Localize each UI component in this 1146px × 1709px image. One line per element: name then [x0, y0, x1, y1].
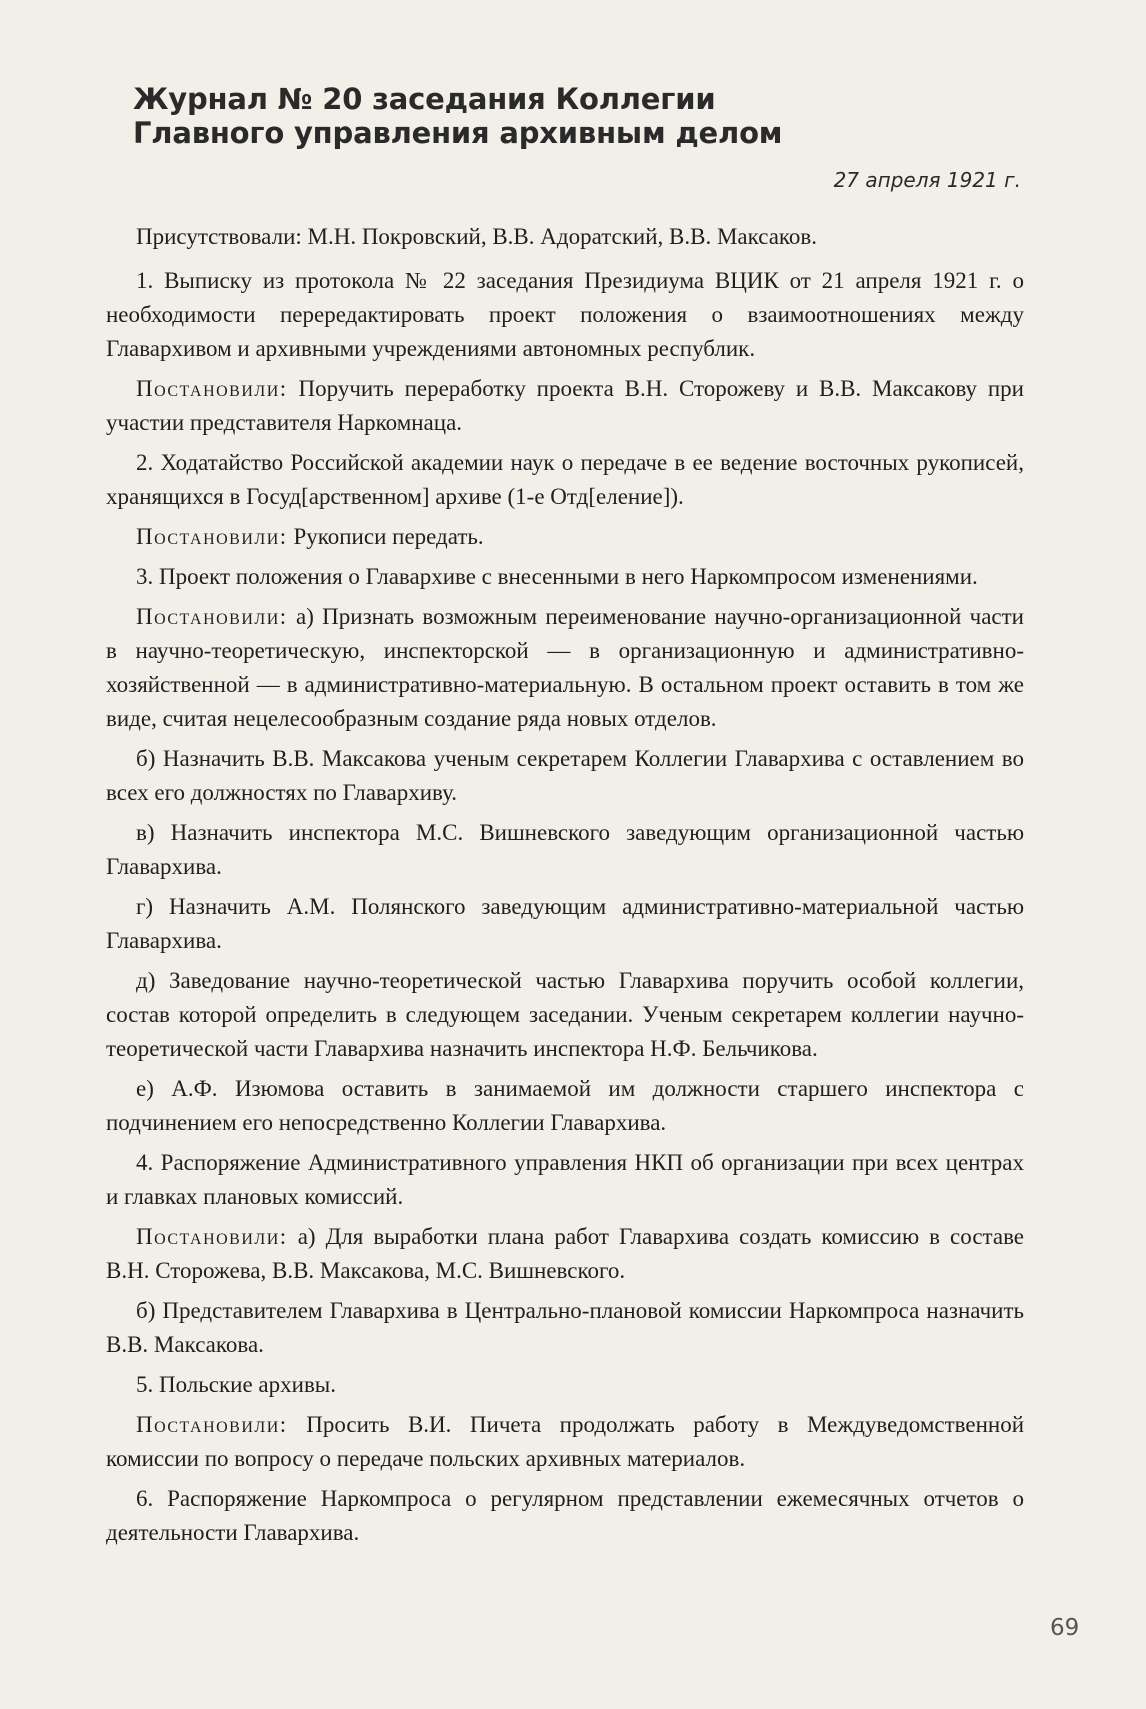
document-body [106, 220, 1024, 1556]
resolution-text: Рукописи передать. [293, 524, 484, 549]
resolved-label: Постановили: [136, 1412, 288, 1437]
document-title [133, 82, 893, 150]
resolution-text: а) Для выработки плана работ Главархива создать комиссию в составе В.Н. Сторожева, В.В. Максакова, М.С. Вишневского. [106, 1224, 1025, 1283]
resolution-1 [106, 372, 1024, 440]
item-3: 3. Проект положения о Главархиве с внесенными в него Наркомпросом изменениями. [136, 564, 978, 589]
resolution-3a [106, 600, 1024, 736]
resolution-text: Поручить переработку проекта В.Н. Сторожеву и В.В. Максакову при участии представителя Наркомнаца. [106, 376, 1024, 435]
resolution-4a [106, 1220, 1024, 1288]
item-2: 2. Ходатайство Российской академии наук о передаче в ее ведение восточных рукописей, хранящихся в Госуд[арственном] архиве (1-е Отд[еление]). [106, 450, 1024, 509]
resolution-3c: в) Назначить инспектора М.С. Вишневского заведующим организационной частью Главархива. [106, 820, 1024, 879]
resolved-label: Постановили: [136, 524, 288, 549]
resolution-5 [106, 1408, 1024, 1476]
resolved-label: Постановили: [136, 1224, 288, 1249]
resolved-label: Постановили: [136, 604, 288, 629]
resolution-3e: д) Заведование научно-теоретической частью Главархива поручить особой коллегии, состав которой определить в следующем заседании. Ученым секретарем коллегии научно-теоретической части Главархива назначить инспектора Н.Ф. Бельчикова. [106, 968, 1024, 1061]
item-1: 1. Выписку из протокола № 22 заседания Президиума ВЦИК от 21 апреля 1921 г. о необходимости перередактировать проект положения о взаимоотношениях между Главархивом и архивными учреждениями автономных республик. [106, 268, 1024, 361]
title-line-1: Журнал № 20 заседания Коллегии [133, 82, 716, 116]
resolution-text: а) Признать возможным переименование научно-организационной части в научно-теоретическую, инспекторской — в организационную и административно-хозяйственной — в административно-материальную. В остальном проект оставить в том же виде, считая нецелесообразным создание ряда новых отделов. [106, 604, 1024, 731]
attendees-paragraph: Присутствовали: М.Н. Покровский, В.В. Адоратский, В.В. Максаков. [136, 224, 818, 249]
resolution-4b: б) Представителем Главархива в Центрально-плановой комиссии Наркомпроса назначить В.В. Максакова. [106, 1298, 1024, 1357]
resolution-3d: г) Назначить А.М. Полянского заведующим административно-материальной частью Главархива. [106, 894, 1024, 953]
item-4: 4. Распоряжение Административного управления НКП об организации при всех центрах и главках плановых комиссий. [106, 1150, 1024, 1209]
resolution-3f: е) А.Ф. Изюмова оставить в занимаемой им должности старшего инспектора с подчинением его непосредственно Коллегии Главархива. [106, 1076, 1024, 1135]
item-6: 6. Распоряжение Наркомпроса о регулярном представлении ежемесячных отчетов о деятельности Главархива. [106, 1486, 1024, 1545]
resolution-2 [106, 520, 1024, 554]
title-line-2: Главного управления архивным делом [133, 116, 783, 150]
item-5: 5. Польские архивы. [136, 1372, 337, 1397]
resolved-label: Постановили: [136, 376, 288, 401]
resolution-text: Просить В.И. Пичета продолжать работу в Междуведомственной комиссии по вопросу о передаче польских архивных материалов. [106, 1412, 1024, 1471]
resolution-3b: б) Назначить В.В. Максакова ученым секретарем Коллегии Главархива с оставлением во всех его должностях по Главархиву. [106, 746, 1024, 805]
document-date: 27 апреля 1921 г. [833, 168, 1021, 192]
page-number: 69 [1050, 1615, 1080, 1641]
